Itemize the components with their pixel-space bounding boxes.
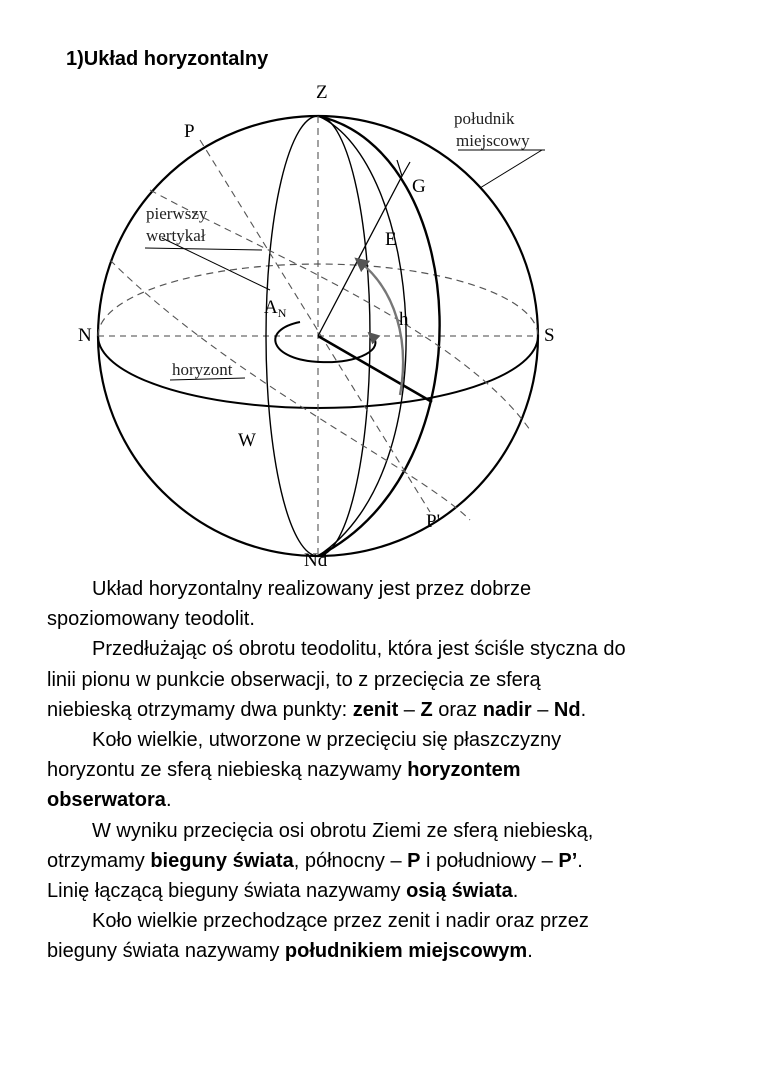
symbol-p-prime: P’ <box>558 849 578 872</box>
label-east: E <box>385 229 397 250</box>
term-zenith: zenit <box>352 698 399 721</box>
label-horizon: horyzont <box>172 360 233 379</box>
body-text <box>47 574 737 967</box>
text-run: bieguny świata nazywamy <box>47 940 285 963</box>
meridian-leader-line <box>480 150 542 188</box>
text-run: . <box>577 849 583 872</box>
azimuth-arc <box>275 322 375 362</box>
p4-line1: W wyniku przecięcia osi obrotu Ziemi ze sferą niebieską, <box>92 819 594 842</box>
text-run: . <box>527 940 533 963</box>
p1-line1: Układ horyzontalny realizowany jest przez dobrze <box>92 578 532 600</box>
symbol-p: P <box>407 849 421 872</box>
p4-line3 <box>47 876 737 906</box>
p3-line1: Koło wielkie, utworzone w przecięciu się płaszczyzny <box>92 729 562 752</box>
p2-line3 <box>47 695 737 725</box>
text-run: otrzymamy <box>47 849 151 872</box>
term-horizon: horyzontem <box>407 759 521 782</box>
term-observer: obserwatora <box>47 789 166 812</box>
text-run: niebieską otrzymamy dwa punkty: <box>47 698 353 721</box>
height-arc <box>360 262 403 395</box>
text-run: i południowy – <box>420 849 559 872</box>
star-direction-line <box>318 176 402 336</box>
p4-line2 <box>47 846 737 876</box>
label-south: S <box>544 325 555 346</box>
text-run: horyzontu ze sferą niebieską nazywamy <box>47 759 408 782</box>
text-run: Linię łączącą bieguny świata nazywamy <box>47 880 407 903</box>
p2-line1: Przedłużając oś obrotu teodolitu, która jest ściśle styczna do <box>92 638 626 661</box>
term-world-axis: osią świata <box>406 880 513 903</box>
symbol-nd: Nd <box>553 698 581 721</box>
label-west: W <box>238 430 256 451</box>
world-axis <box>200 140 430 512</box>
section-heading: 1)Układ horyzontalny <box>66 48 269 70</box>
text-run: . <box>580 698 587 721</box>
equator-back <box>150 190 530 430</box>
label-north: N <box>78 325 92 346</box>
label-vertical-line2: wertykał <box>146 226 206 245</box>
text-run: , północny – <box>293 849 408 872</box>
label-pole-north: P <box>184 121 195 142</box>
vertical-leader-line-2 <box>145 248 262 250</box>
p1-line2: spoziomowany teodolit. <box>47 608 255 631</box>
p3-line2 <box>47 755 737 785</box>
text-run: . <box>165 789 172 812</box>
label-star: G <box>412 176 426 197</box>
p2-line2: linii pionu w punkcie obserwacji, to z przecięcia ze sferą <box>47 668 541 691</box>
vertical-leader-line <box>162 238 270 290</box>
label-meridian-line2: miejscowy <box>456 131 530 150</box>
p3-line3 <box>47 785 737 815</box>
label-pole-south: P' <box>426 511 440 532</box>
equator-front <box>110 260 470 520</box>
label-azimuth <box>264 297 287 320</box>
text-run: – <box>531 698 554 721</box>
p5-line1: Koło wielkie przechodzące przez zenit i nadir oraz przez <box>92 910 589 933</box>
symbol-z: Z <box>420 698 433 721</box>
azimuth-subscript: N <box>277 306 287 320</box>
term-celestial-poles: bieguny świata <box>150 849 294 872</box>
text-run: oraz <box>432 698 483 721</box>
p5-line2 <box>47 936 737 966</box>
term-local-meridian: południkiem miejscowym <box>284 940 528 963</box>
text-run: – <box>398 698 421 721</box>
label-nadir: Nd <box>304 550 328 571</box>
azimuth-letter: A <box>264 297 278 318</box>
text-run: . <box>512 880 519 903</box>
label-meridian-line1: południk <box>454 109 515 128</box>
label-vertical-line1: pierwszy <box>146 204 208 223</box>
label-height: h <box>399 309 409 330</box>
label-zenith: Z <box>316 82 328 103</box>
term-nadir: nadir <box>482 698 532 721</box>
